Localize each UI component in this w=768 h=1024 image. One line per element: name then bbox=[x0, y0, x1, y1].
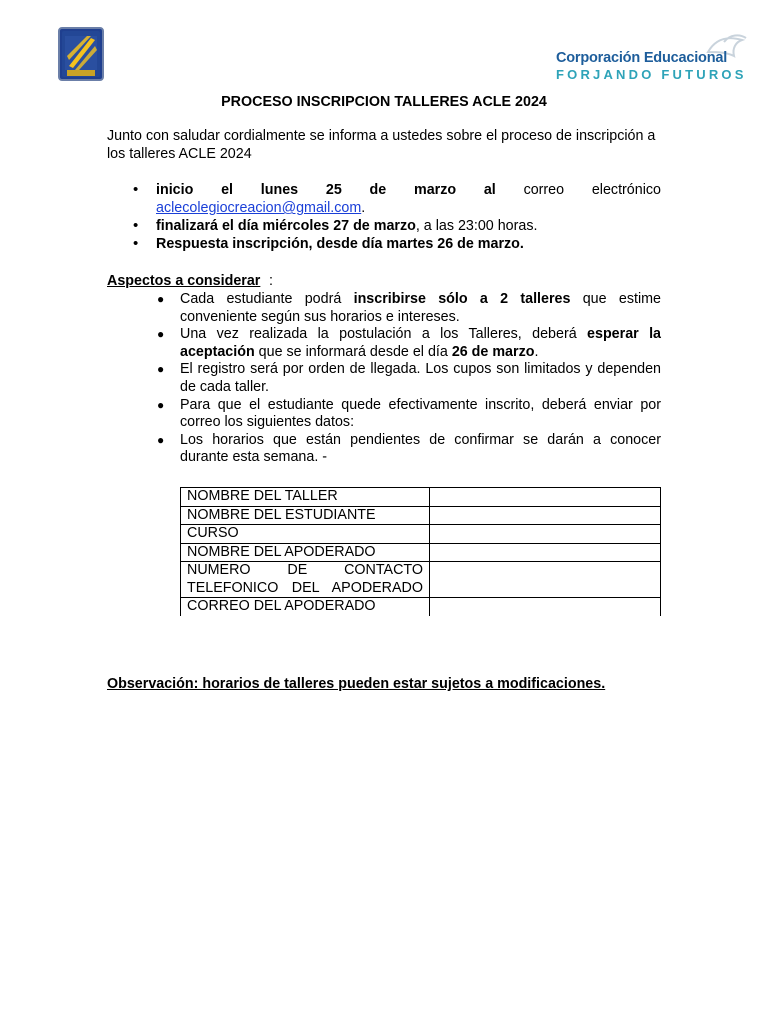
bullet-icon: ● bbox=[157, 327, 165, 342]
intro-paragraph: Junto con saludar cordialmente se informa a ustedes sobre el proceso de inscripción a los talleres ACLE 2024 bbox=[107, 128, 656, 162]
start-date-text: inicio el lunes 25 de marzo al bbox=[156, 182, 496, 198]
bullet-icon: ● bbox=[157, 397, 165, 412]
corporacion-logo bbox=[552, 30, 752, 86]
table-row bbox=[181, 488, 661, 507]
list-item: ● Una vez realizada la postulación a los Talleres, deberá esperar la aceptación que se informará desde el día 26 de marzo. bbox=[157, 326, 662, 360]
email-label-text: correo electrónico bbox=[523, 182, 661, 198]
table-row bbox=[181, 598, 661, 616]
bullet-icon: • bbox=[133, 235, 139, 252]
field-label: NOMBRE DEL ESTUDIANTE bbox=[181, 506, 430, 525]
bullet-icon: • bbox=[133, 181, 139, 198]
field-label: CURSO bbox=[181, 525, 430, 544]
response-date-text: Respuesta inscripción, desde día martes 26 de marzo. bbox=[156, 236, 524, 252]
aspects-heading: Aspectos a considerar bbox=[107, 273, 261, 289]
key-dates-list bbox=[107, 181, 661, 253]
field-value-cell[interactable] bbox=[430, 598, 661, 616]
bullet-icon: ● bbox=[157, 362, 165, 377]
observation-note: Observación: horarios de talleres pueden estar sujetos a modificaciones. bbox=[107, 676, 606, 692]
email-link[interactable]: aclecolegiocreacion@gmail.com bbox=[156, 200, 362, 216]
logo-line-1: Corporación Educacional bbox=[556, 50, 728, 66]
list-item: ● Cada estudiante podrá inscribirse sólo a 2 talleres que estime conveniente según sus horarios e intereses. bbox=[157, 291, 661, 325]
school-crest-logo bbox=[57, 26, 105, 82]
field-value-cell[interactable] bbox=[430, 562, 661, 598]
bullet-icon: ● bbox=[157, 292, 165, 306]
field-value-cell[interactable] bbox=[430, 488, 661, 507]
field-label: NOMBRE DEL APODERADO bbox=[181, 543, 430, 562]
table-row bbox=[181, 525, 661, 544]
table-row bbox=[181, 543, 661, 562]
field-label: NOMBRE DEL TALLER bbox=[181, 488, 430, 507]
page-title: PROCESO INSCRIPCION TALLERES ACLE 2024 bbox=[221, 94, 547, 110]
field-value-cell[interactable] bbox=[430, 543, 661, 562]
registration-form-table bbox=[180, 487, 661, 616]
list-item: • inicio el lunes 25 de marzo al correo electrónico aclecolegiocreacion@gmail.com. bbox=[133, 181, 661, 216]
end-date-text: finalizará el día miércoles 27 de marzo bbox=[156, 218, 416, 234]
list-item: ● Para que el estudiante quede efectivamente inscrito, deberá enviar por correo los siguientes datos: bbox=[157, 396, 661, 431]
field-value-cell[interactable] bbox=[430, 506, 661, 525]
aspects-list bbox=[107, 291, 661, 467]
table-row bbox=[181, 506, 661, 525]
bullet-icon: • bbox=[133, 217, 139, 234]
list-item: • finalizará el día miércoles 27 de marzo, a las 23:00 horas. bbox=[133, 217, 538, 234]
bullet-icon: ● bbox=[157, 432, 165, 447]
field-value-cell[interactable] bbox=[430, 525, 661, 544]
list-item: ● El registro será por orden de llegada. Los cupos son limitados y dependen de cada taller. bbox=[157, 361, 661, 395]
field-label: CORREO DEL APODERADO bbox=[181, 598, 430, 616]
table-row bbox=[181, 562, 661, 598]
logo-line-2: FORJANDO FUTUROS bbox=[556, 67, 747, 82]
list-item bbox=[107, 235, 661, 253]
list-item: ● Los horarios que están pendientes de confirmar se darán a conocer durante esta semana. - bbox=[157, 431, 661, 466]
field-label: NUMERO DE CONTACTO TELEFONICO DEL APODERADO bbox=[181, 562, 430, 598]
